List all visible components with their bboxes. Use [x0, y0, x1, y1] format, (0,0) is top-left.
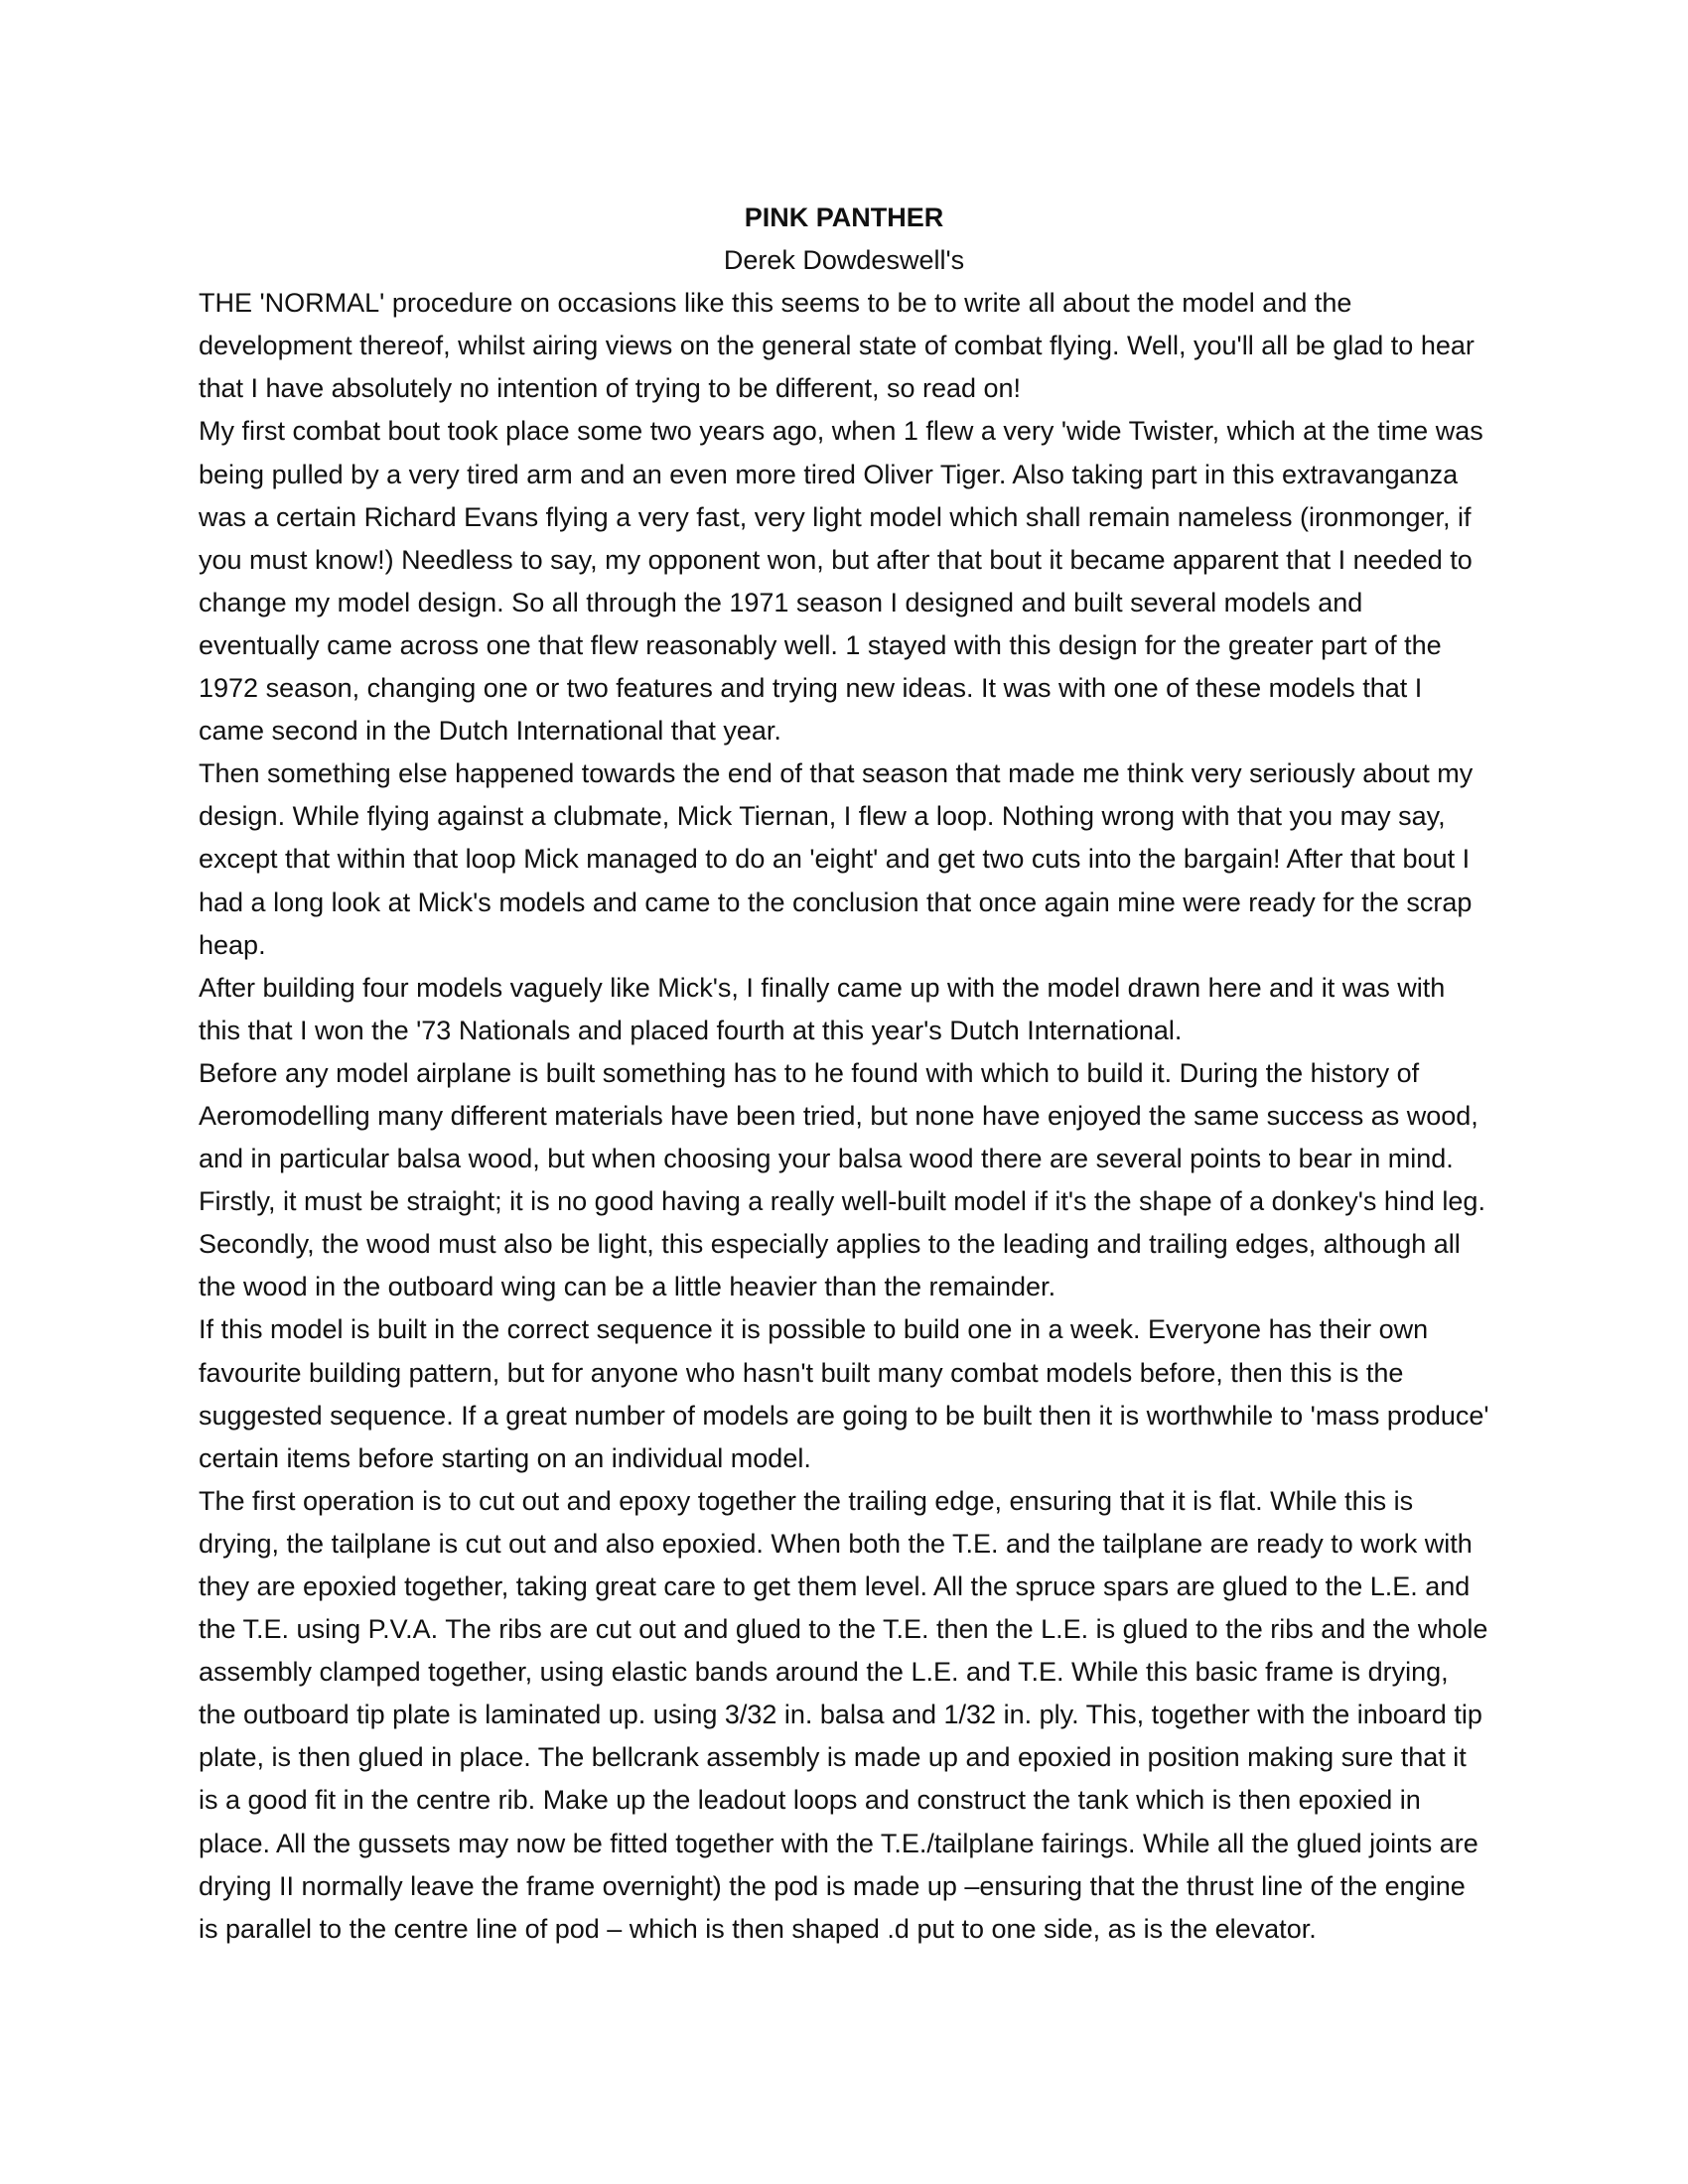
- paragraph: Before any model airplane is built something has to he found with which to build it. During the history of Aeromodelling many different materials have been tried, but none have enjoyed the same success as wood, and in particular balsa wood, but when choosing your balsa wood there are several points to bear in mind. Firstly, it must be straight; it is no good having a really well-built model if it's the shape of a donkey's hind leg. Secondly, the wood must also be light, this especially applies to the leading and trailing edges, although all the wood in the outboard wing can be a little heavier than the remainder.: [199, 1057, 1485, 1302]
- paragraph: After building four models vaguely like Mick's, I finally came up with the model drawn here and it was with this that I won the '73 Nationals and placed fourth at this year's Dutch International.: [199, 972, 1446, 1045]
- paragraph: My first combat bout took place some two years ago, when 1 flew a very 'wide Twister, which at the time was being pulled by a very tired arm and an even more tired Oliver Tiger. Also taking part in this extravanganza was a certain Richard Evans flying a very fast, very light model which shall remain nameless (ironmonger, if you must know!) Needless to say, my opponent won, but after that bout it became apparent that I needed to change my model design. So all through the 1971 season I designed and built several models and eventually came across one that flew reasonably well. 1 stayed with this design for the greater part of the 1972 season, changing one or two features and trying new ideas. It was with one of these models that I came second in the Dutch International that year.: [199, 416, 1483, 747]
- paragraph: If this model is built in the correct sequence it is possible to build one in a week. Everyone has their own favourite building pattern, but for anyone who hasn't built many combat models before, then this is the suggested sequence. If a great number of models are going to be built then it is worthwhile to 'mass produce' certain items before starting on an individual model.: [199, 1314, 1489, 1473]
- paragraph: Then something else happened towards the end of that season that made me think very seriously about my design. While flying against a clubmate, Mick Tiernan, I flew a loop. Nothing wrong with that you may say, except that within that loop Mick managed to do an 'eight' and get two cuts into the bargain! After that bout I had a long look at Mick's models and came to the conclusion that once again mine were ready for the scrap heap.: [199, 758, 1474, 960]
- paragraph: THE 'NORMAL' procedure on occasions like this seems to be to write all about the model and the development thereof, whilst airing views on the general state of combat flying. Well, you'll all be glad to hear that I have absolutely no intention of trying to be different, so read on!: [199, 288, 1475, 404]
- article-byline: Derek Dowdeswell's: [723, 245, 965, 276]
- article-title: PINK PANTHER: [744, 203, 944, 232]
- document-page: [199, 197, 1489, 1951]
- paragraph: The first operation is to cut out and epoxy together the trailing edge, ensuring that it is flat. While this is drying, the tailplane is cut out and also epoxied. When both the T.E. and the tailplane are ready to work with they are epoxied together, taking great care to get them level. All the spruce spars are glued to the L.E. and the T.E. using P.V.A. The ribs are cut out and glued to the T.E. then the L.E. is glued to the ribs and the whole assembly clamped together, using elastic bands around the L.E. and T.E. While this basic frame is drying, the outboard tip plate is laminated up. using 3/32 in. balsa and 1/32 in. ply. This, together with the inboard tip plate, is then glued in place. The bellcrank assembly is made up and epoxied in position making sure that it is a good fit in the centre rib. Make up the leadout loops and construct the tank which is then epoxied in place. All the gussets may now be fitted together with the T.E./tailplane fairings. While all the glued joints are drying II normally leave the frame overnight) the pod is made up –ensuring that the thrust line of the engine is parallel to the centre line of pod – which is then shaped .d put to one side, as is the elevator.: [199, 1485, 1488, 1944]
